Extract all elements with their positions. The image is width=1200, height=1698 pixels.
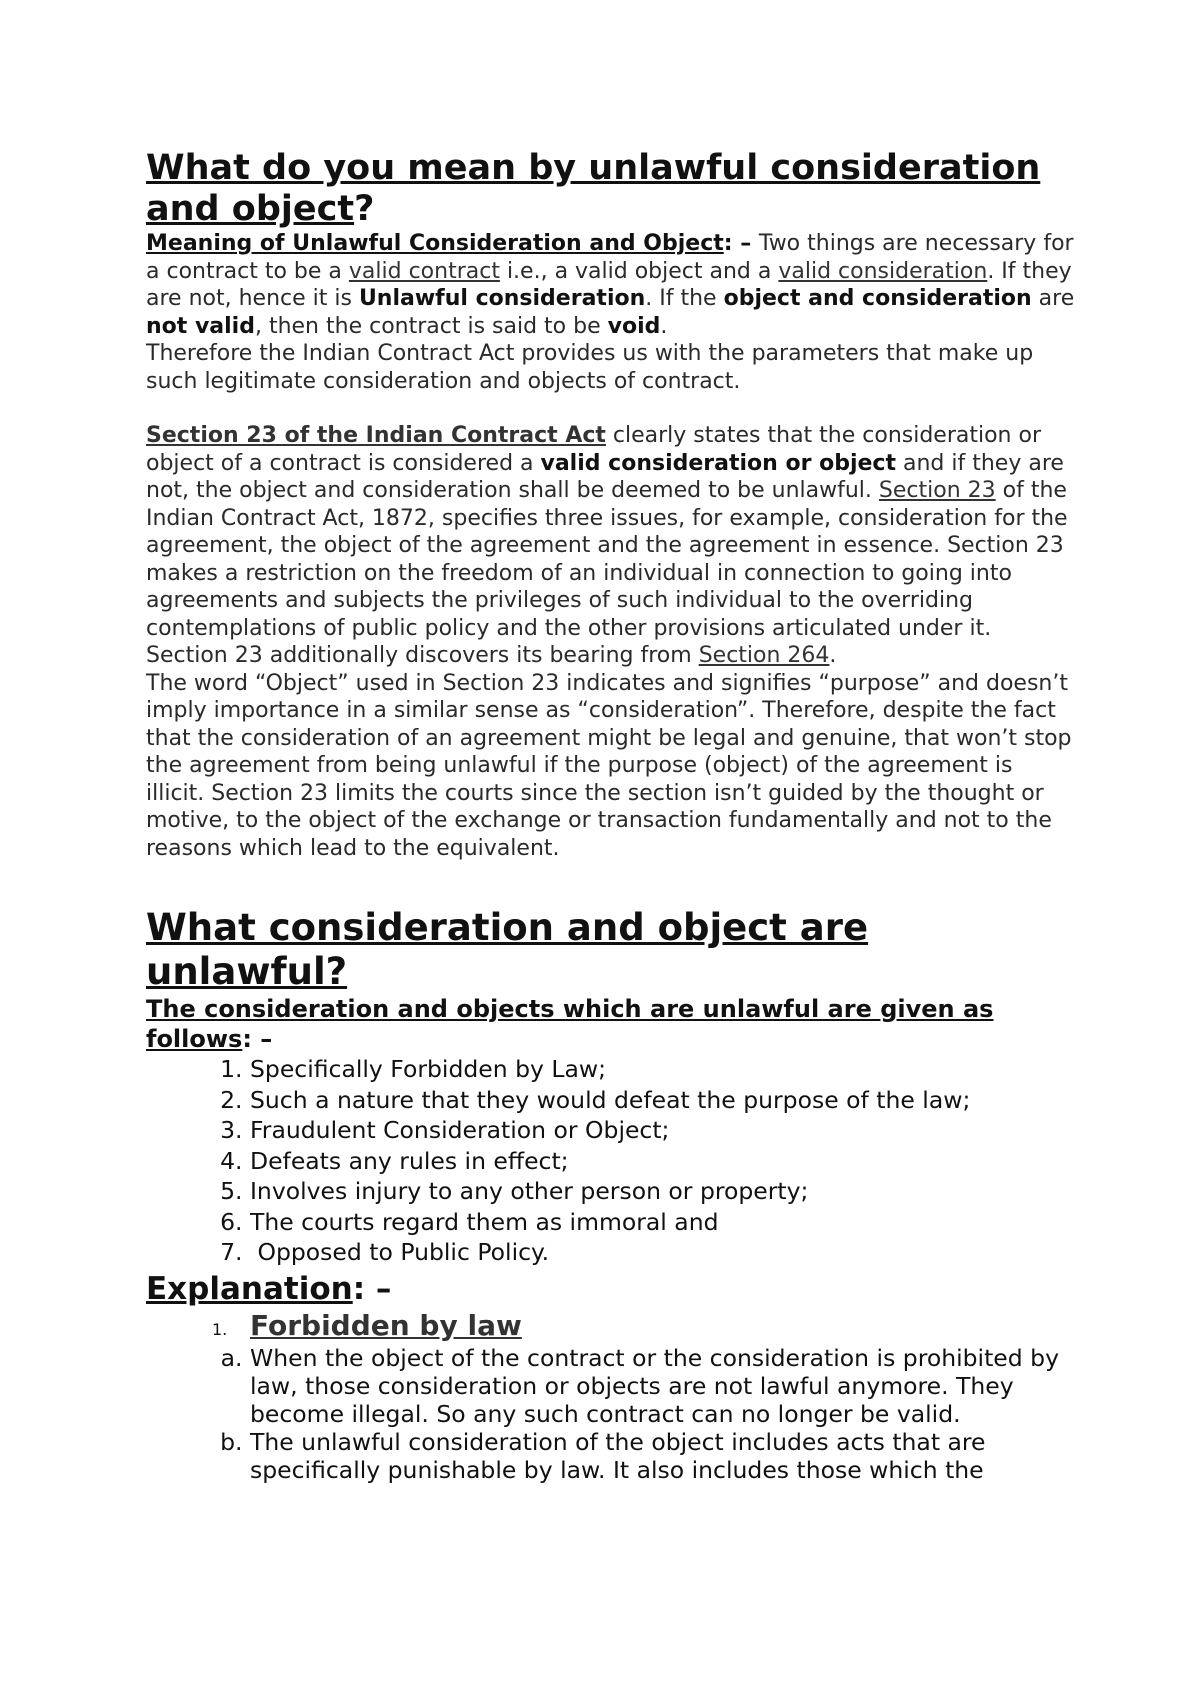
unlawful-list-intro: The consideration and objects which are unlawful are given as follows: – — [146, 995, 994, 1053]
page-title: What do you mean by unlawful consideration and object? — [146, 148, 1041, 229]
object-word-paragraph: The word “Object” used in Section 23 indicates and signifies “purpose” and doesn’t imply importance in a similar sense as “consideration”. Therefore, despite the fact that the consideration of an agreement might be legal and genuine, that won’t stop the agreement from being unlawful if the purpose (object) of the agreement is illicit. Section 23 limits the courts since the section isn’t guided by the thought or motive, to the object of the exchange or transaction fundamentally and not to the reasons which lead to the equivalent. — [146, 670, 1072, 861]
section23-paragraph: Section 23 of the Indian Contract Act clearly states that the consideration or object of a contract is considered a valid consideration or object and if they are not, the object and consideration shall be deemed to be unlawful. Section 23 of the Indian Contract Act, 1872, specifies three issues, for example, consideration for the agreement, the object of the agreement and the agreement in essence. Section 23 makes a restriction on the freedom of an individual in connection to going into agreements and subjects the privileges of such individual to the overriding contemplations of public policy and the other provisions articulated under it. Section 23 additionally discovers its bearing from Section 264. — [146, 423, 1068, 668]
valid-consideration-link[interactable]: valid consideration — [778, 258, 988, 284]
valid-contract-link[interactable]: valid contract — [348, 258, 500, 284]
section264-link[interactable]: Section 264 — [698, 643, 830, 668]
section23-link[interactable]: Section 23 — [878, 478, 996, 503]
unlawful-list — [146, 1054, 1076, 1268]
list-item: b. The unlawful consideration of the object includes acts that are specifically punishable by law. It also includes those which the — [250, 1428, 1076, 1484]
list-item: 4. Defeats any rules in effect; — [250, 1146, 1076, 1177]
list-item: 1. Specifically Forbidden by Law; — [250, 1054, 1076, 1085]
therefore-paragraph: Therefore the Indian Contract Act provides us with the parameters that make up such legitimate consideration and objects of contract. — [146, 341, 1034, 394]
list-item: 2. Such a nature that they would defeat the purpose of the law; — [250, 1085, 1076, 1116]
explanation-points — [146, 1344, 1076, 1484]
list-item: 3. Fraudulent Consideration or Object; — [250, 1115, 1076, 1146]
section-heading-unlawful: What consideration and object are unlawful? — [146, 906, 869, 993]
explanation-item-heading — [212, 1308, 1076, 1344]
meaning-heading: Meaning of Unlawful Consideration and Object — [146, 231, 724, 256]
explanation-item-number: 1. — [212, 1319, 228, 1339]
list-item: a. When the object of the contract or the consideration is prohibited by law, those consideration or objects are not lawful anymore. They become illegal. So any such contract can no longer be valid. — [250, 1344, 1076, 1428]
spacer — [146, 395, 1076, 422]
document-page — [146, 148, 1076, 1484]
section23-act-link[interactable]: Section 23 of the Indian Contract Act — [146, 423, 606, 448]
list-item: 5. Involves injury to any other person or property; — [250, 1176, 1076, 1207]
explanation-heading: Explanation: – — [146, 1270, 392, 1307]
list-item: 7. Opposed to Public Policy. — [250, 1237, 1076, 1268]
explanation-item-title: Forbidden by law — [250, 1308, 522, 1342]
meaning-paragraph: Meaning of Unlawful Consideration and Object: – Two things are necessary for a contract to be a valid contract i.e., a valid object and a valid consideration. If they are not, hence it is Unlawful consideration. If the object and consideration are not valid, then the contract is said to be void. — [146, 231, 1075, 339]
list-item: 6. The courts regard them as immoral and — [250, 1207, 1076, 1238]
